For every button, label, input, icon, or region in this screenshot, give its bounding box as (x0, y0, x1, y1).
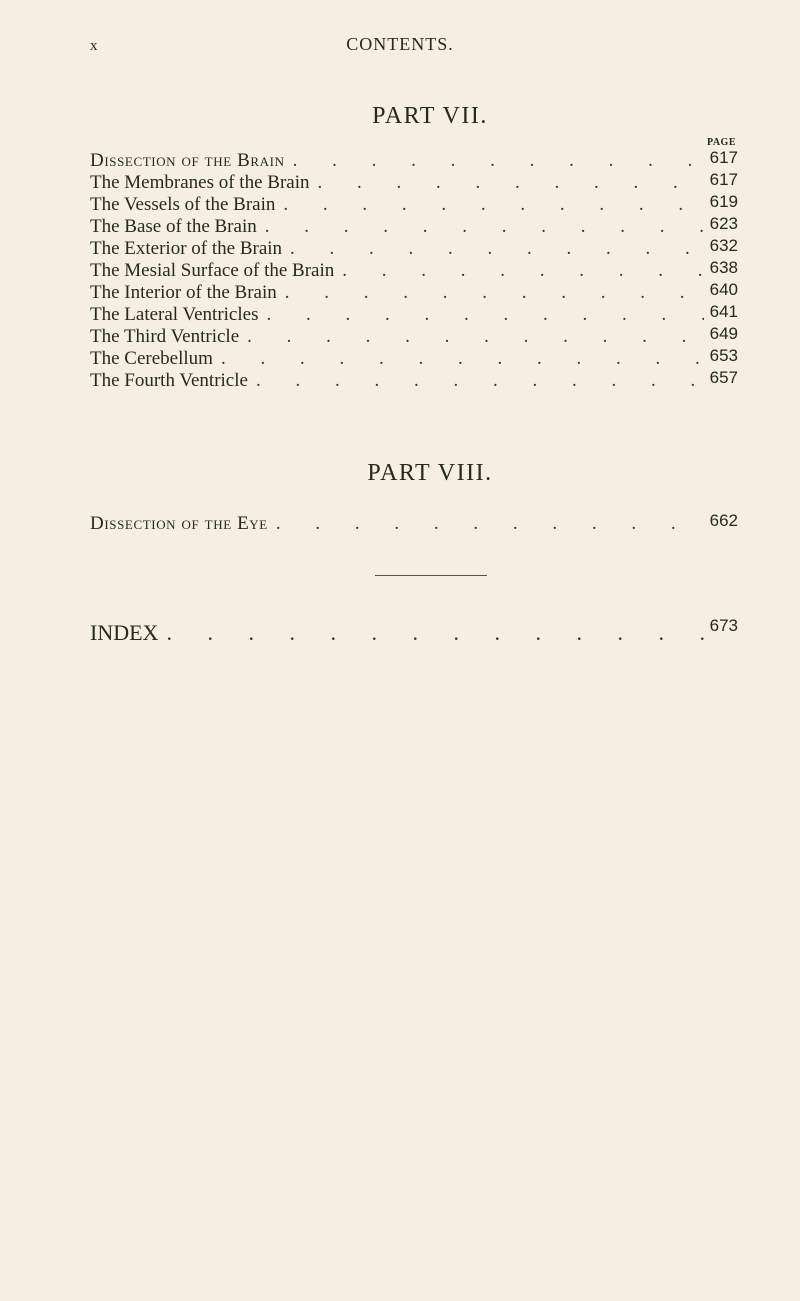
dot-leader (256, 370, 704, 392)
dot-leader (317, 172, 703, 194)
toc-entry-page: 653 (709, 346, 738, 365)
toc-entry-title: The Lateral Ventricles (90, 304, 259, 325)
toc-entry-title: The Mesial Surface of the Brain (90, 260, 335, 281)
dot-leader (266, 304, 703, 326)
index-page: 673 (709, 616, 738, 635)
toc-entry-title: The Interior of the Brain (90, 282, 277, 303)
part-viii-toc (90, 513, 738, 535)
toc-entry[interactable] (90, 513, 738, 535)
toc-entry[interactable] (90, 194, 738, 216)
dot-leader (285, 282, 704, 304)
toc-entry-page: 619 (709, 192, 738, 211)
toc-entry[interactable] (90, 348, 738, 370)
toc-entry[interactable] (90, 282, 738, 304)
part-vii-heading: PART VII. (372, 103, 488, 129)
toc-entry-title: The Membranes of the Brain (90, 172, 310, 193)
toc-entry-title: The Cerebellum (90, 348, 213, 369)
toc-entry-page: 649 (709, 324, 738, 343)
page-column-label: PAGE (706, 137, 736, 148)
toc-entry[interactable] (90, 370, 738, 392)
toc-entry-title: Dissection of the Brain (90, 150, 285, 171)
dot-leader (276, 513, 704, 535)
toc-entry-title: The Third Ventricle (90, 326, 240, 347)
index-entry[interactable] (90, 616, 738, 647)
toc-entry-page: 657 (709, 368, 738, 387)
toc-entry-title: The Exterior of the Brain (90, 238, 283, 259)
toc-entry-title: The Vessels of the Brain (90, 194, 276, 215)
dot-leader (166, 621, 703, 645)
toc-entry-page: 617 (709, 170, 738, 189)
running-head: CONTENTS. (346, 34, 454, 54)
toc-entry-page: 632 (709, 236, 738, 255)
part-vii-toc (90, 150, 738, 392)
toc-entry[interactable] (90, 238, 738, 260)
toc-entry-title: Dissection of the Eye (90, 513, 268, 534)
toc-entry-title: The Base of the Brain (90, 216, 257, 237)
page-number: x (90, 38, 99, 54)
toc-entry-page: 640 (709, 280, 738, 299)
toc-entry[interactable] (90, 260, 738, 282)
dot-leader (221, 348, 704, 370)
toc-entry-page: 617 (709, 148, 738, 167)
dot-leader (283, 194, 703, 216)
toc-entry[interactable] (90, 150, 738, 172)
dot-leader (290, 238, 704, 260)
dot-leader (247, 326, 703, 348)
index-title: INDEX (90, 620, 159, 645)
toc-entry[interactable] (90, 326, 738, 348)
toc-entry-page: 638 (709, 258, 738, 277)
dot-leader (342, 260, 703, 282)
toc-entry[interactable] (90, 216, 738, 238)
toc-entry[interactable] (90, 304, 738, 326)
toc-entry-page: 623 (709, 214, 738, 233)
toc-entry-title: The Fourth Ventricle (90, 370, 248, 391)
part-viii-heading: PART VIII. (367, 460, 493, 486)
dot-leader (265, 216, 704, 238)
toc-entry[interactable] (90, 172, 738, 194)
section-divider (375, 575, 487, 576)
toc-entry-page: 662 (709, 511, 738, 530)
dot-leader (293, 150, 704, 172)
toc-entry-page: 641 (709, 302, 738, 321)
